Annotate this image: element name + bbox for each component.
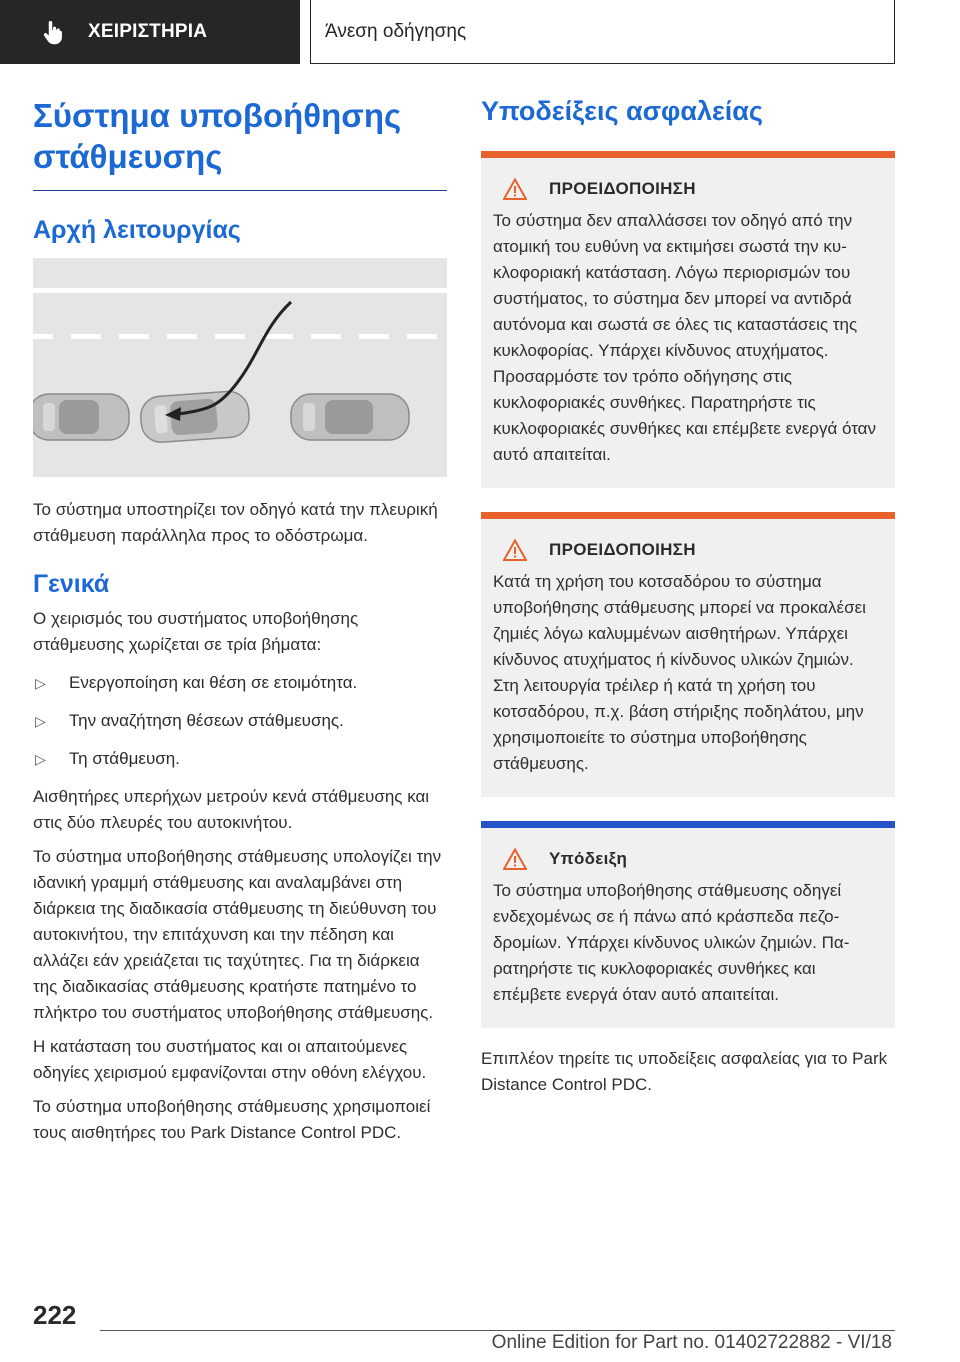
paragraph: Αισθητήρες υπερήχων μετρούν κενά στάθμευσης και στις δύο πλευρές του αυτοκινήτου. bbox=[33, 787, 430, 832]
page-title: Σύστημα υποβοήθησης στάθμευσης bbox=[33, 95, 447, 191]
paragraph: Η κατάσταση του συστήματος και οι απαιτούμενες οδηγίες χειρισμού εμφανίζονται στην οθόνη ελέγχου. bbox=[33, 1037, 427, 1082]
left-column bbox=[33, 95, 447, 1154]
warning-box bbox=[481, 512, 895, 797]
warning-triangle-icon bbox=[503, 178, 527, 200]
hand-pointer-icon bbox=[40, 18, 68, 46]
triangle-bullet-icon: ▷ bbox=[35, 675, 46, 691]
intro-paragraph: Ο χειρισμός του συστήματος υποβοήθησης στάθμευσης χωρίζεται σε τρία βήματα: bbox=[33, 609, 359, 654]
edition-note: Online Edition for Part no. 01402722882 - VI/18 bbox=[491, 1332, 892, 1353]
chapter-header bbox=[310, 0, 895, 64]
heading-general: Γενικά bbox=[33, 569, 110, 598]
paragraph: Το σύστημα υποβοήθησης στάθμευσης υπολογίζει την ιδανική γραμμή στάθμευσης και αναλαμβάνει στη διάρκεια της διαδικασία στάθμευσης τη διεύθυνση του αυτοκινήτου, την επιτάχυνση και την πέδηση και αλλάζει εάν χρειάζεται τις ταχύτητες. Για τη διάρκεια της διαδικασίας στάθμευσης κρατήστε πατημένο το πλήκτρο του συστήματος υποβοήθησης στάθμευσης. bbox=[33, 847, 442, 1022]
illustration-caption: Το σύστημα υποστηρίζει τον οδηγό κατά την πλευρική στάθμευση παράλληλα προς το οδόστρωμα. bbox=[33, 499, 438, 545]
notice-box bbox=[481, 821, 895, 1028]
closing-paragraph: Επιπλέον τηρείτε τις υποδείξεις ασφαλείας για το Park Distance Control PDC. bbox=[481, 1048, 888, 1094]
chapter-title: Άνεση οδήγησης bbox=[325, 20, 467, 42]
heading-principle: Αρχή λειτουργίας bbox=[33, 215, 241, 244]
car-left bbox=[33, 394, 129, 440]
parking-illustration bbox=[33, 258, 447, 477]
list-item: ▷ Την αναζήτηση θέσεων στάθμευσης. bbox=[33, 708, 447, 734]
warning-title: ΠΡΟΕΙΔΟΠΟΙΗΣΗ bbox=[549, 178, 696, 198]
warning-text: Κατά τη χρήση του κοτσαδόρου το σύστημα υποβοήθησης στάθμευσης μπορεί να προκαλέσει ζημιές λόγω καλυμμένων αισθητήρων. Υπάρχει κίνδυνος ατυχήματος ή κίνδυνος υλικών ζημιών. Στη λειτουργία τρέιλερ ή κατά τη χρήση του κοτσαδόρου, π.χ. βάση στήριξης ποδηλάτου, μην χρησιμοποιείτε το σύστημα υποβοήθησης στάθμευσης. bbox=[493, 571, 866, 773]
list-item: ▷ Ενεργοποίηση και θέση σε ετοιμότητα. bbox=[33, 670, 447, 696]
notice-title: Υπόδειξη bbox=[549, 848, 628, 868]
warning-triangle-icon bbox=[503, 539, 527, 561]
header-section-tab bbox=[0, 0, 300, 64]
notice-text: Το σύστημα υποβοήθησης στάθμευσης οδηγεί ενδεχομένως σε ή πάνω από κράσπεδα πεζοδρομίων. Υπάρχει κίνδυνος υλικών ζημιών. Παρατηρήστε τις κυκλοφοριακές συνθήκες και επέμβετε ενεργά όταν αυτό απαιτείται. bbox=[493, 880, 850, 1004]
warning-text: Το σύστημα δεν απαλλάσσει τον οδηγό από την ατομική του ευθύνη να εκτιμήσει σωστά την κυκλοφοριακή κατάσταση. Λόγω περιορισμών του συστήματος, το σύστημα δεν μπορεί να αντιδρά αυτόνομα και σωστά σε όλες τις καταστάσεις της κυκλοφορίας. Υπάρχει κίνδυνος ατυχήματος. Προσαρμόστε τον τρόπο οδήγησης στις κυκλοφοριακές συνθήκες. Παρατηρήστε τις κυκλοφοριακές συνθήκες και επέμβετε ενεργά όταν αυτό απαιτείται. bbox=[493, 210, 877, 464]
warning-triangle-icon bbox=[503, 848, 527, 870]
triangle-bullet-icon: ▷ bbox=[35, 713, 46, 729]
footer-divider bbox=[100, 1330, 895, 1331]
heading-safety: Υποδείξεις ασφαλείας bbox=[481, 96, 763, 126]
paragraph: Το σύστημα υποβοήθησης στάθμευσης χρησιμοποιεί τους αισθητήρες του Park Distance Control PDC. bbox=[33, 1097, 431, 1142]
list-item: ▷ Τη στάθμευση. bbox=[33, 746, 447, 772]
steps-list bbox=[33, 670, 447, 772]
triangle-bullet-icon: ▷ bbox=[35, 751, 46, 767]
page-number: 222 bbox=[33, 1300, 77, 1330]
warning-title: ΠΡΟΕΙΔΟΠΟΙΗΣΗ bbox=[549, 539, 696, 559]
warning-box bbox=[481, 151, 895, 488]
section-title: ΧΕΙΡΙΣΤΗΡΙΑ bbox=[88, 21, 208, 42]
right-column bbox=[481, 95, 895, 1106]
